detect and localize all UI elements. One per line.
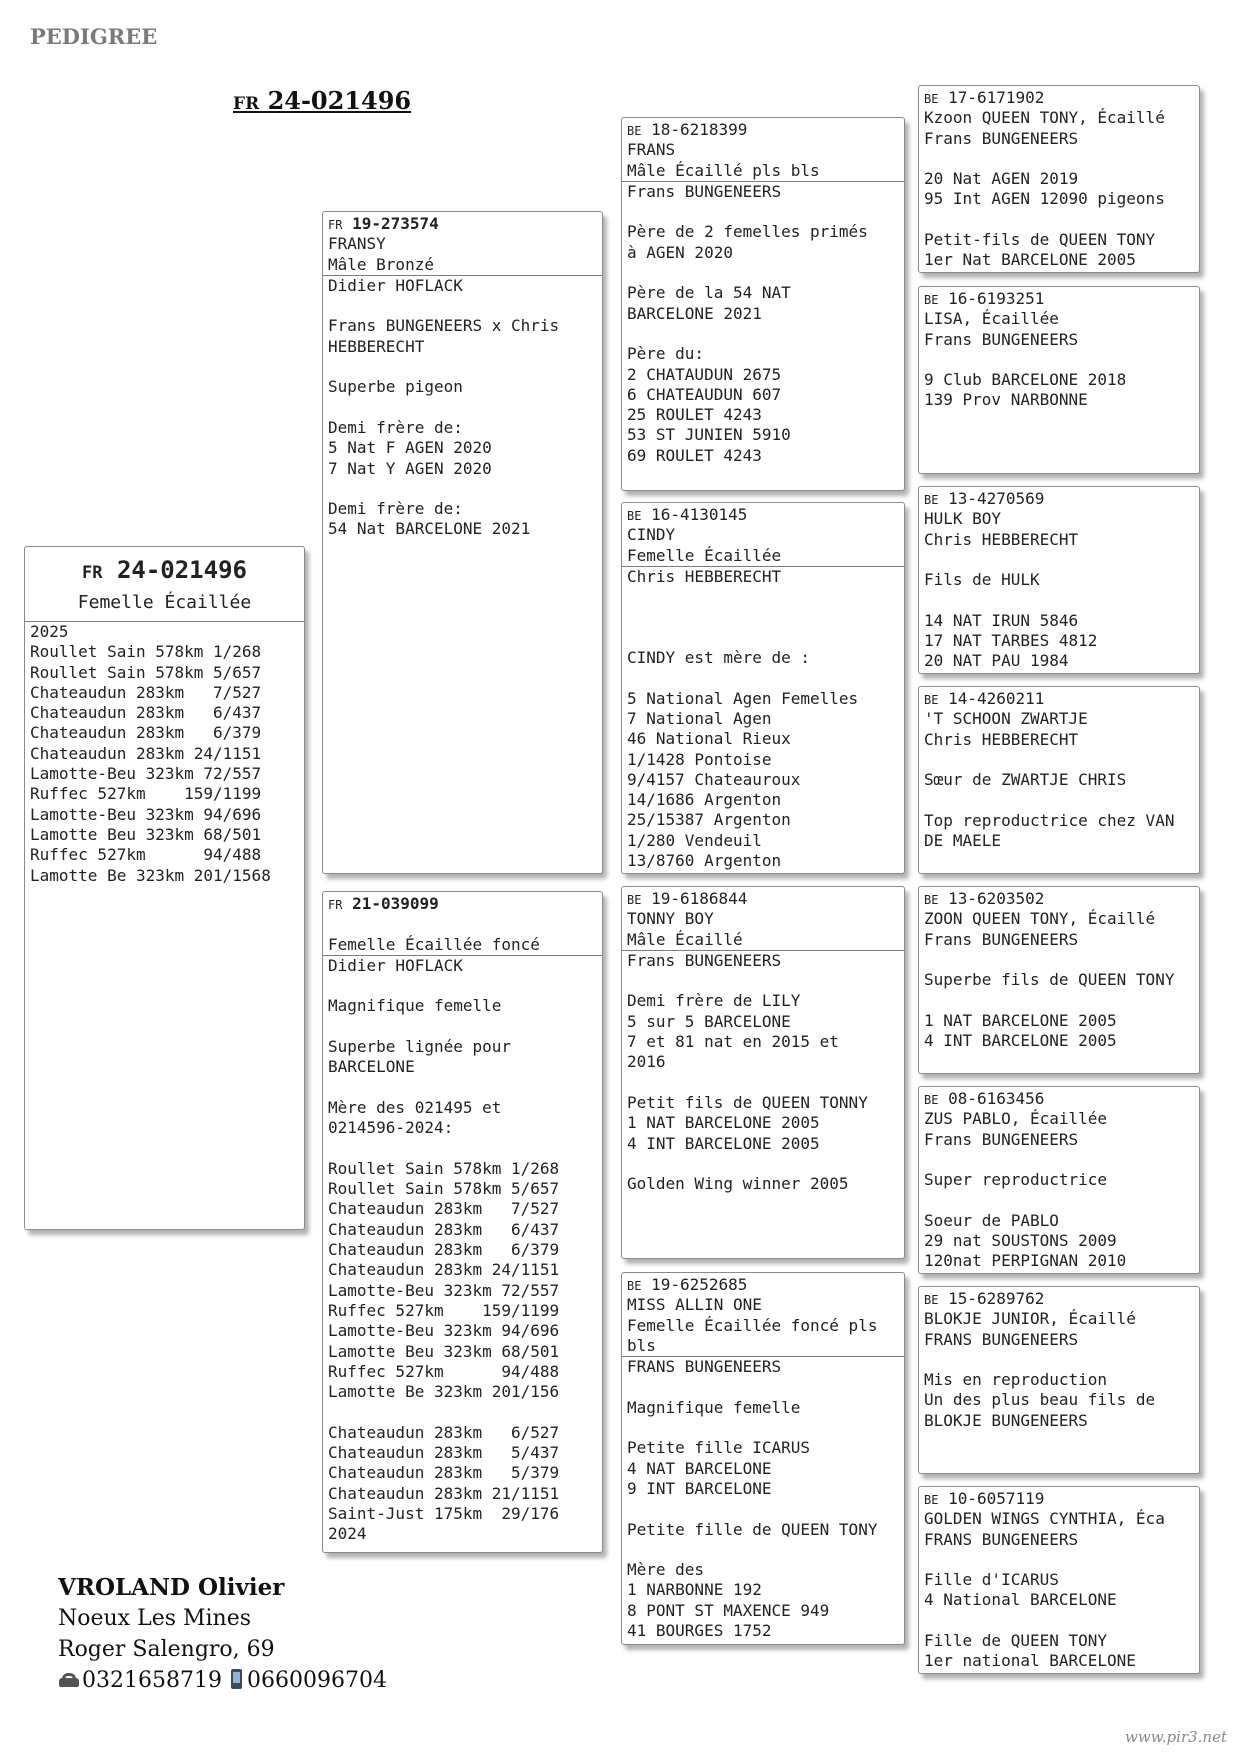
pedigree-line: 17 NAT TARBES 4812 — [924, 631, 1098, 651]
pigeon-name-color: Mâle Bronzé — [328, 254, 434, 274]
pedigree-line: 1er national BARCELONE — [924, 1651, 1136, 1671]
pedigree-line: Petit fils de QUEEN TONNY — [627, 1092, 868, 1112]
pedigree-line: 2016 — [627, 1052, 666, 1072]
pedigree-line: 7 Nat Y AGEN 2020 — [328, 458, 492, 478]
pedigree-line: Frans BUNGENEERS — [924, 329, 1079, 349]
pedigree-line: 53 ST JUNIEN 5910 — [627, 425, 791, 445]
pedigree-line: 1 NAT BARCELONE 2005 — [627, 1113, 820, 1133]
pedigree-line: Demi frère de LILY — [627, 991, 801, 1011]
ring-number: BE 19-6252685 — [627, 1275, 748, 1294]
pedigree-line: Petite fille ICARUS — [627, 1438, 811, 1458]
pedigree-line: Chris HEBBERECHT — [924, 729, 1079, 749]
ring-number: BE 17-6171902 — [924, 88, 1045, 107]
pedigree-line: Lamotte-Beu 323km 72/557 — [328, 1280, 560, 1300]
pedigree-line: Mis en reproduction — [924, 1370, 1108, 1390]
pedigree-line: LISA, Écaillée — [924, 309, 1059, 329]
result-line: Chateaudun 283km 7/527 — [30, 682, 262, 702]
result-line: 2025 — [30, 622, 69, 641]
pedigree-line: 4 INT BARCELONE 2005 — [627, 1133, 820, 1153]
ring-number: FR 19-273574 — [328, 214, 439, 233]
pedigree-line — [924, 590, 1195, 610]
pedigree-line: 1/280 Vendeuil — [627, 830, 762, 850]
pedigree-line: Roullet Sain 578km 1/268 — [328, 1158, 560, 1178]
pedigree-line: Lamotte Beu 323km 68/501 — [328, 1341, 560, 1361]
pedigree-line — [627, 628, 900, 648]
subject-ring-number: FR 24-021496 — [82, 556, 247, 584]
pedigree-line: 54 Nat BARCELONE 2021 — [328, 519, 531, 539]
result-line: Lamotte Beu 323km 68/501 — [30, 824, 262, 844]
pedigree-line — [924, 1550, 1195, 1570]
pedigree-line: Chateaudun 283km 21/1151 — [328, 1483, 560, 1503]
pedigree-line — [924, 790, 1195, 810]
pedigree-line: Soeur de PABLO — [924, 1210, 1059, 1230]
pedigree-line — [627, 971, 900, 991]
pedigree-line: Superbe fils de QUEEN TONY — [924, 970, 1175, 990]
result-line: Roullet Sain 578km 5/657 — [30, 662, 262, 682]
pedigree-line — [328, 1017, 598, 1037]
ring-number: BE 13-6203502 — [924, 889, 1045, 908]
pedigree-line — [328, 976, 598, 996]
pedigree-line: 7 National Agen — [627, 708, 772, 728]
great-grandparent-card — [918, 886, 1200, 1074]
pedigree-line — [924, 1190, 1195, 1210]
pedigree-line: Demi frère de: — [328, 499, 463, 519]
pedigree-line: Magnifique femelle — [328, 996, 502, 1016]
granddam-paternal-card — [621, 502, 905, 874]
pedigree-line: BLOKJE JUNIOR, Écaillé — [924, 1309, 1136, 1329]
pedigree-line: Superbe pigeon — [328, 377, 463, 397]
pedigree-line: Frans BUNGENEERS x Chris — [328, 316, 560, 336]
result-line: Lamotte-Beu 323km 94/696 — [30, 804, 262, 824]
pedigree-line: 139 Prov NARBONNE — [924, 390, 1088, 410]
pedigree-line: Super reproductrice — [924, 1170, 1108, 1190]
ring-number: BE 19-6186844 — [627, 889, 748, 908]
pedigree-line — [924, 210, 1195, 230]
ring-number: BE 16-4130145 — [627, 505, 748, 524]
pedigree-line: 14/1686 Argenton — [627, 790, 782, 810]
pedigree-line — [627, 1073, 900, 1093]
pedigree-line — [627, 587, 900, 607]
pedigree-line — [924, 1350, 1195, 1370]
pedigree-line — [627, 263, 900, 283]
result-line: Chateaudun 283km 6/379 — [30, 723, 262, 743]
pedigree-line: Ruffec 527km 159/1199 — [328, 1300, 560, 1320]
page-title: PEDIGREE — [30, 24, 158, 49]
result-line: Lamotte Be 323km 201/1568 — [30, 865, 271, 885]
pedigree-line: Chris HEBBERECHT — [627, 566, 782, 586]
pedigree-line: 25 ROULET 4243 — [627, 405, 762, 425]
pedigree-line — [627, 1499, 900, 1519]
pedigree-line: 1 NARBONNE 192 — [627, 1580, 762, 1600]
breeder-phones — [58, 1665, 387, 1696]
pedigree-line: Golden Wing winner 2005 — [627, 1174, 849, 1194]
pedigree-line: ZUS PABLO, Écaillée — [924, 1109, 1108, 1129]
pedigree-line: 4 National BARCELONE — [924, 1590, 1117, 1610]
pedigree-line: 5 sur 5 BARCELONE — [627, 1011, 791, 1031]
pedigree-line: Chateaudun 283km 7/527 — [328, 1199, 560, 1219]
pedigree-line: FRANS BUNGENEERS — [924, 1529, 1079, 1549]
pedigree-line: 46 National Rieux — [627, 729, 791, 749]
pedigree-line: 1 NAT BARCELONE 2005 — [924, 1010, 1117, 1030]
pedigree-line: Ruffec 527km 94/488 — [328, 1361, 560, 1381]
pedigree-line: 69 ROULET 4243 — [627, 445, 762, 465]
watermark: www.pir3.net — [1125, 1728, 1227, 1746]
pedigree-line: 14 NAT IRUN 5846 — [924, 610, 1079, 630]
phone-number: 0321658719 — [82, 1668, 222, 1693]
pedigree-line: Didier HOFLACK — [328, 955, 463, 975]
subject-card — [24, 546, 305, 1230]
pedigree-line — [328, 398, 598, 418]
pedigree-line: DE MAELE — [924, 831, 1002, 851]
pigeon-name-color: FRANSY — [328, 234, 386, 254]
pedigree-line: Frans BUNGENEERS — [924, 128, 1079, 148]
pedigree-line: HEBBERECHT — [328, 336, 425, 356]
ring-number: BE 14-4260211 — [924, 689, 1045, 708]
pedigree-line — [924, 1611, 1195, 1631]
pedigree-line: Didier HOFLACK — [328, 275, 463, 295]
pedigree-line: Lamotte Be 323km 201/156 — [328, 1382, 560, 1402]
pedigree-line: HULK BOY — [924, 509, 1002, 529]
pedigree-line: Chateaudun 283km 5/379 — [328, 1463, 560, 1483]
pedigree-line: 0214596-2024: — [328, 1118, 454, 1138]
great-grandparent-card — [918, 486, 1200, 674]
pedigree-line: Chateaudun 283km 24/1151 — [328, 1260, 560, 1280]
pedigree-line: Chateaudun 283km 6/437 — [328, 1219, 560, 1239]
great-grandparent-card — [918, 286, 1200, 474]
pedigree-line: 120nat PERPIGNAN 2010 — [924, 1251, 1127, 1271]
pedigree-line: Frans BUNGENEERS — [924, 929, 1079, 949]
pedigree-line — [924, 1150, 1195, 1170]
pedigree-line: 'T SCHOON ZWARTJE — [924, 709, 1088, 729]
pigeon-name-color: FRANS — [627, 140, 676, 160]
pedigree-line — [627, 324, 900, 344]
pedigree-line: 8 PONT ST MAXENCE 949 — [627, 1600, 830, 1620]
pedigree-line: 41 BOURGES 1752 — [627, 1621, 772, 1641]
pedigree-line: Chris HEBBERECHT — [924, 529, 1079, 549]
pedigree-line: Mère des 021495 et — [328, 1097, 502, 1117]
pedigree-line — [924, 149, 1195, 169]
subject-results — [25, 622, 304, 886]
pedigree-line: 5 Nat F AGEN 2020 — [328, 438, 492, 458]
pigeon-name-color: MISS ALLIN ONE — [627, 1295, 762, 1315]
pedigree-line: Un des plus beau fils de — [924, 1390, 1156, 1410]
result-line: Chateaudun 283km 24/1151 — [30, 743, 262, 763]
pedigree-line: Petit-fils de QUEEN TONY — [924, 230, 1156, 250]
pedigree-line: Sœur de ZWARTJE CHRIS — [924, 770, 1127, 790]
pedigree-line: 7 et 81 nat en 2015 et — [627, 1032, 839, 1052]
pedigree-line: Superbe lignée pour — [328, 1037, 512, 1057]
great-grandparent-card — [918, 1086, 1200, 1274]
breeder-address: Roger Salengro, 69 — [58, 1637, 275, 1662]
pedigree-line — [924, 350, 1195, 370]
header-ring-number: FR 24-021496 — [233, 86, 412, 115]
mobile-number: 0660096704 — [246, 1668, 387, 1693]
pedigree-line: FRANS BUNGENEERS — [924, 1329, 1079, 1349]
pedigree-line — [627, 1540, 900, 1560]
pedigree-line — [627, 1154, 900, 1174]
result-line: Lamotte-Beu 323km 72/557 — [30, 764, 262, 784]
pedigree-line: BARCELONE 2021 — [627, 303, 762, 323]
ring-number: BE 13-4270569 — [924, 489, 1045, 508]
pedigree-line: 2 CHATAUDUN 2675 — [627, 364, 782, 384]
great-grandparent-card — [918, 686, 1200, 874]
great-grandparent-card — [918, 1286, 1200, 1474]
pedigree-line — [328, 1402, 598, 1422]
pedigree-line: 95 Int AGEN 12090 pigeons — [924, 189, 1165, 209]
subject-color: Femelle Écaillée — [77, 592, 252, 613]
pedigree-line — [627, 1418, 900, 1438]
pedigree-line: 20 Nat AGEN 2019 — [924, 169, 1079, 189]
pedigree-line: 4 NAT BARCELONE — [627, 1458, 772, 1478]
pedigree-line: Fille de QUEEN TONY — [924, 1631, 1108, 1651]
breeder-city: Noeux Les Mines — [58, 1606, 252, 1631]
breeder-contact — [58, 1572, 387, 1696]
pigeon-name-color: Femelle Écaillée foncé pls — [627, 1315, 878, 1335]
pedigree-line: 9 INT BARCELONE — [627, 1478, 772, 1498]
pedigree-line — [627, 668, 900, 688]
ring-number: BE 15-6289762 — [924, 1289, 1045, 1308]
pedigree-line: Top reproductrice chez VAN — [924, 810, 1175, 830]
pedigree-line — [924, 990, 1195, 1010]
great-grandparent-card — [918, 85, 1200, 273]
pedigree-line: Demi frère de: — [328, 417, 463, 437]
pedigree-line: Père du: — [627, 344, 705, 364]
pedigree-line: Lamotte-Beu 323km 94/696 — [328, 1321, 560, 1341]
pedigree-line: 9/4157 Chateauroux — [627, 769, 801, 789]
pedigree-line: CINDY est mère de : — [627, 648, 811, 668]
ring-number: BE 10-6057119 — [924, 1489, 1045, 1508]
pigeon-name-color: bls — [627, 1335, 656, 1355]
pedigree-line: Frans BUNGENEERS — [627, 181, 782, 201]
pedigree-line: Frans BUNGENEERS — [627, 950, 782, 970]
pigeon-name-color: Mâle Écaillé — [627, 929, 743, 949]
pedigree-line: 13/8760 Argenton — [627, 851, 782, 871]
granddam-maternal-card — [621, 1272, 905, 1645]
ring-number: BE 16-6193251 — [924, 289, 1045, 308]
pigeon-name-color: Femelle Écaillée — [627, 545, 782, 565]
pedigree-line: FRANS BUNGENEERS — [627, 1357, 782, 1377]
pedigree-line: Père de 2 femelles primés — [627, 222, 868, 242]
ring-number: BE 08-6163456 — [924, 1089, 1045, 1108]
pedigree-line: BLOKJE BUNGENEERS — [924, 1410, 1088, 1430]
pedigree-line: 25/15387 Argenton — [627, 810, 791, 830]
pedigree-line — [627, 1377, 900, 1397]
dam-card — [322, 891, 603, 1553]
pedigree-line: 29 nat SOUSTONS 2009 — [924, 1231, 1117, 1251]
pedigree-line: Magnifique femelle — [627, 1397, 801, 1417]
pedigree-line: 4 INT BARCELONE 2005 — [924, 1031, 1117, 1051]
pedigree-line: Chateaudun 283km 5/437 — [328, 1443, 560, 1463]
pigeon-name-color: CINDY — [627, 525, 676, 545]
pedigree-line — [328, 296, 598, 316]
result-line: Chateaudun 283km 6/437 — [30, 703, 262, 723]
pedigree-line: Fille d'ICARUS — [924, 1570, 1059, 1590]
pedigree-line: 5 National Agen Femelles — [627, 688, 859, 708]
breeder-name: VROLAND Olivier — [58, 1574, 285, 1601]
pedigree-line — [924, 750, 1195, 770]
pedigree-line: Père de la 54 NAT — [627, 283, 791, 303]
grandsire-maternal-card — [621, 886, 905, 1259]
pigeon-name-color — [328, 914, 598, 934]
pedigree-line: Chateaudun 283km 6/527 — [328, 1422, 560, 1442]
pedigree-line: 1er Nat BARCELONE 2005 — [924, 250, 1136, 270]
pedigree-line: 2024 — [328, 1524, 367, 1544]
pedigree-line: Frans BUNGENEERS — [924, 1129, 1079, 1149]
pedigree-line: 6 CHATEAUDUN 607 — [627, 384, 782, 404]
pedigree-line — [328, 1139, 598, 1159]
pigeon-name-color: Mâle Écaillé pls bls — [627, 160, 820, 180]
pedigree-line: GOLDEN WINGS CYNTHIA, Éca — [924, 1509, 1165, 1529]
pedigree-line: 9 Club BARCELONE 2018 — [924, 370, 1127, 390]
pedigree-line: Mère des — [627, 1560, 705, 1580]
pedigree-line: Petite fille de QUEEN TONY — [627, 1519, 878, 1539]
pedigree-line — [328, 1078, 598, 1098]
pedigree-line: Kzoon QUEEN TONY, Écaillé — [924, 108, 1165, 128]
pedigree-line: Saint-Just 175km 29/176 — [328, 1503, 560, 1523]
result-line: Roullet Sain 578km 1/268 — [30, 642, 262, 662]
pedigree-line: Roullet Sain 578km 5/657 — [328, 1179, 560, 1199]
mobile-phone-icon — [231, 1669, 242, 1689]
pedigree-line — [627, 202, 900, 222]
telephone-icon — [58, 1672, 80, 1688]
result-line: Ruffec 527km 94/488 — [30, 845, 262, 865]
sire-card — [322, 211, 603, 874]
pedigree-line — [328, 357, 598, 377]
pedigree-line — [924, 550, 1195, 570]
ring-number: BE 18-6218399 — [627, 120, 748, 139]
ring-number: FR 21-039099 — [328, 894, 439, 913]
pedigree-line: ZOON QUEEN TONY, Écaillé — [924, 909, 1156, 929]
pedigree-line — [328, 479, 598, 499]
grandsire-paternal-card — [621, 117, 905, 491]
pedigree-line: à AGEN 2020 — [627, 242, 733, 262]
pedigree-line: Fils de HULK — [924, 570, 1040, 590]
pedigree-line — [627, 607, 900, 627]
pedigree-line — [924, 950, 1195, 970]
pedigree-line: 20 NAT PAU 1984 — [924, 651, 1069, 671]
great-grandparent-card — [918, 1486, 1200, 1674]
pedigree-line: BARCELONE — [328, 1057, 415, 1077]
pigeon-name-color: Femelle Écaillée foncé — [328, 934, 540, 954]
pedigree-line: 1/1428 Pontoise — [627, 749, 772, 769]
result-line: Ruffec 527km 159/1199 — [30, 784, 262, 804]
pigeon-name-color: TONNY BOY — [627, 909, 714, 929]
pedigree-line: Chateaudun 283km 6/379 — [328, 1240, 560, 1260]
